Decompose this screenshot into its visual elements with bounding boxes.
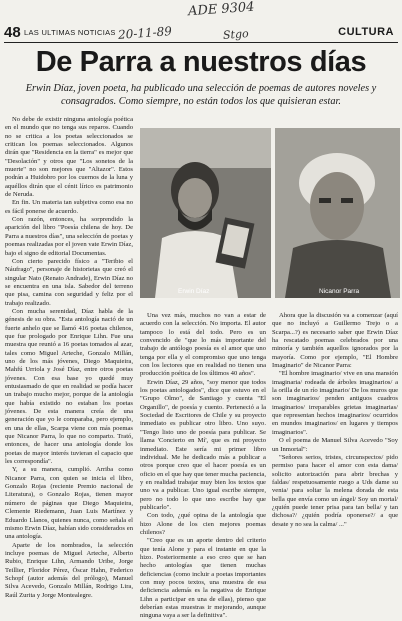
paragraph: Con mucha serenidad, Díaz habla de la génesis de su obra. "Esta antología nació de un fuerte anhelo que se llamó 416 poetas chilenos, que fue prologado por Enrique Lihn. Fue una muestra que reunió a 16 poetas tomados al azar, tales como Miguel Arteche, Gonzalo Millán, uno de los más jóvenes, Diego Maquieira, Mahfú Urriola y José Díaz, entre otros poetas jóvenes. Con esa base yo quedé muy entusiasmado de que en realidad se podía hacer un trabajo mucho mejor, porque de la antología que había existido no estaban los poetas jóvenes. De esta manera creía de una generación que yo le comparaba, pero ejemplo, en una de ellas, Scarpa viene con más poemas que Nicanor Parra, lo que no comparto. Trató, entonces, de hacer una antología donde los poetas de mayor interés tuvieran el capacio que les correspondía".	[5, 307, 133, 466]
handwritten-date: 20-11-89	[117, 24, 173, 42]
article-column-1	[5, 116, 133, 598]
portrait-illustration	[140, 128, 271, 298]
paragraph: "El hombre imaginario/ vive en una mansión imaginaria/ rodeada de árboles imaginarios/ a la orilla de un río imaginario/ De los muros que son imaginarios/ penden antiguos cuadros imaginarios/ irreparables grietas imaginarias/ que representan hechos imaginarios/ ocurridos en mundos imaginarios/ en lugares y tiempos imaginarios".	[272, 370, 398, 436]
portrait-illustration-2	[275, 128, 400, 298]
archive-stamp: ADE 9304	[187, 0, 255, 20]
paragraph: Erwin Díaz, 29 años, "soy menor que todos los poetas antologados", dice que estuvo en el "Grupo Olmo", de Santiago y cuenta "El Organillo", de poesía y cuento. Perteneció a la Sociedad de Escritores de Chile y su proyecto inmediato es publicar otro libro. Uno suyo. "Tengo listo uno de poesía para publicar. Se llama 'Concierto en Mí', que es mi proyecto inmediato. Este sería mi primer libro individual. Me he dedicado más a publicar a otros porque creo que el hacer poesía es un oficio en el que hay que tener mucha paciencia, y en realidad trabajar muy bien los textos que uno va a publicar. Uno igual escribe siempre, pero no todo lo que uno escribe hay que publicarlo".	[140, 378, 266, 511]
caption-right: Nicanor Parra	[319, 288, 360, 295]
paragraph: Con cierto parecido físico a "Teribio el Náufrago", personaje de historietas que creó el singular Nato (Renato Andrade), Erwin Díaz no se encuentra en una isla. Sabedor del terreno que pisa, camina con seguridad y feliz por el trabajo realizado.	[5, 257, 133, 307]
article-headline: De Parra a nuestros días	[35, 46, 367, 78]
paragraph: Con todo, ¿qué opina de la antología que hizo Alone de los cien mejores poemas chilenos?	[140, 512, 266, 536]
photo-erwin-diaz	[140, 128, 271, 298]
photo-strip	[140, 128, 400, 308]
paragraph: "Creo que es un aporte dentro del criterio que tenía Alone y para el instante en que la hizo. Posteriormente a eso creo que se han hecho antologías que tienen muchas deficiencias (como incluir a poetas importantes con muy pocos textos, una muestra de esa deficiencia además es la negativa de Enrique Lihn a participar en una de ellas), pienso que deberían estas muestras ir mejorando, aunque ninguna vaya a ser la definitiva".	[140, 537, 266, 620]
paragraph: En fin. Un materia tan subjetiva como esa no es fácil ponerse de acuerdo.	[5, 199, 133, 215]
paragraph: Con razón, entonces, ha sorprendido la aparición del libro "Poesía chilena de hoy. De Parra a nuestros días", una selección de poetas y poemas realizadas por el joven vate Erwin Díaz, bajo el signo de editorial Documentas.	[5, 216, 133, 257]
paragraph: O el poema de Manuel Silva Acevedo "Soy un Inmortal":	[272, 437, 398, 453]
article-lead: Erwin Díaz, joven poeta, ha publicado una selección de poemas de autores noveles y consagrados. Como siempre, no están todos los que quisieran estar.	[25, 83, 377, 107]
page-number: 48	[4, 24, 21, 41]
photo-nicanor-parra	[275, 128, 400, 298]
publication-name: LAS ULTIMAS NOTICIAS	[24, 28, 116, 37]
paragraph: Una vez más, muchos no van a estar de acuerdo con la selección. No importa. El autor tampoco lo está del todo. Pero es un convencido de "que lo más importante del trabajo de antólogo poesía es el amor que uno tenga por ella y el compromiso que uno tenga con los lectores que en realidad no tienen una producción poética de los últimos 40 años".	[140, 312, 266, 378]
section-name: CULTURA	[338, 26, 394, 38]
article-column-3	[272, 312, 398, 598]
caption-left: Erwin Díaz	[178, 288, 210, 295]
article-column-2	[140, 312, 266, 620]
handwritten-place: Stgo	[222, 27, 250, 42]
page-header	[4, 24, 398, 43]
paragraph: Aparte de los nombrados, la selección incluye poemas de Miguel Arteche, Alberto Rubio, Enrique Lihn, Armando Uribe, Jorge Teillier, Floridor Pérez, Óscar Hahn, Federico Schopf (autor además del prólogo), Manuel Silva Acevedo, Gonzalo Millán, Rodrigo Lira, Raúl Zurita y Jorge Montealegre.	[5, 541, 133, 599]
paragraph: Y, a su manera, cumplió. Arriba como Nicanor Parra, con quien se inicia el libro, Gonzalo Rojas (reciente Premio nacional de Literatura), o Gonzalo Rojas, tienen mayor número de páginas que Diego Maquieira, Clemente Riedemann, Juan Luis Martínez y Eduardo Llanos, quienes nunca, como señala el mismo Erwin Díaz, habían sido considerados en una antología.	[5, 466, 133, 541]
paragraph: "Señores serios, tristes, circunspectos/ pido permiso para hacer el amor con esta dama/ solicito autorización para abrir brechas y faldas/ respetuosamente ruego a Uds dame su venia/ para soltar la melena dorada de esta bella que envía como un ángel/ Soy un mortal/ ¿quién puede tener prisa para tan bella/ y tan dichosa?/ ¿quién podría oponerse?/ a que desate y no sea la calma/ ..."	[272, 453, 398, 528]
paragraph: Ahora que la discusión va a comenzar (aquí que no incluyó a Guillermo Trejo o a Scarpa...?) es necesario saber que Erwin Díaz ha rescatado poemas celebrados por una minoría y también aquellos ignorados por la mayoría. Como por ejemplo, "El Hombre Imaginario" de Nicanor Parra:	[272, 312, 398, 370]
paragraph: No debe de existir ninguna antología poética en el mundo que no tenga sus reparos. Cuando no se critica a los poetas seleccionados se critican los poemas seleccionados. Algunos dirán que "Residencia en la tierra" es mejor que "Desolación" y otros que "Los sonetos de la muerte" no son mejores que "Altazor". Estos podrán a Huidobro por los cuernos de la luna y aquéllos dirán que el cénit lírico es patrimonio de Neruda.	[5, 116, 133, 199]
